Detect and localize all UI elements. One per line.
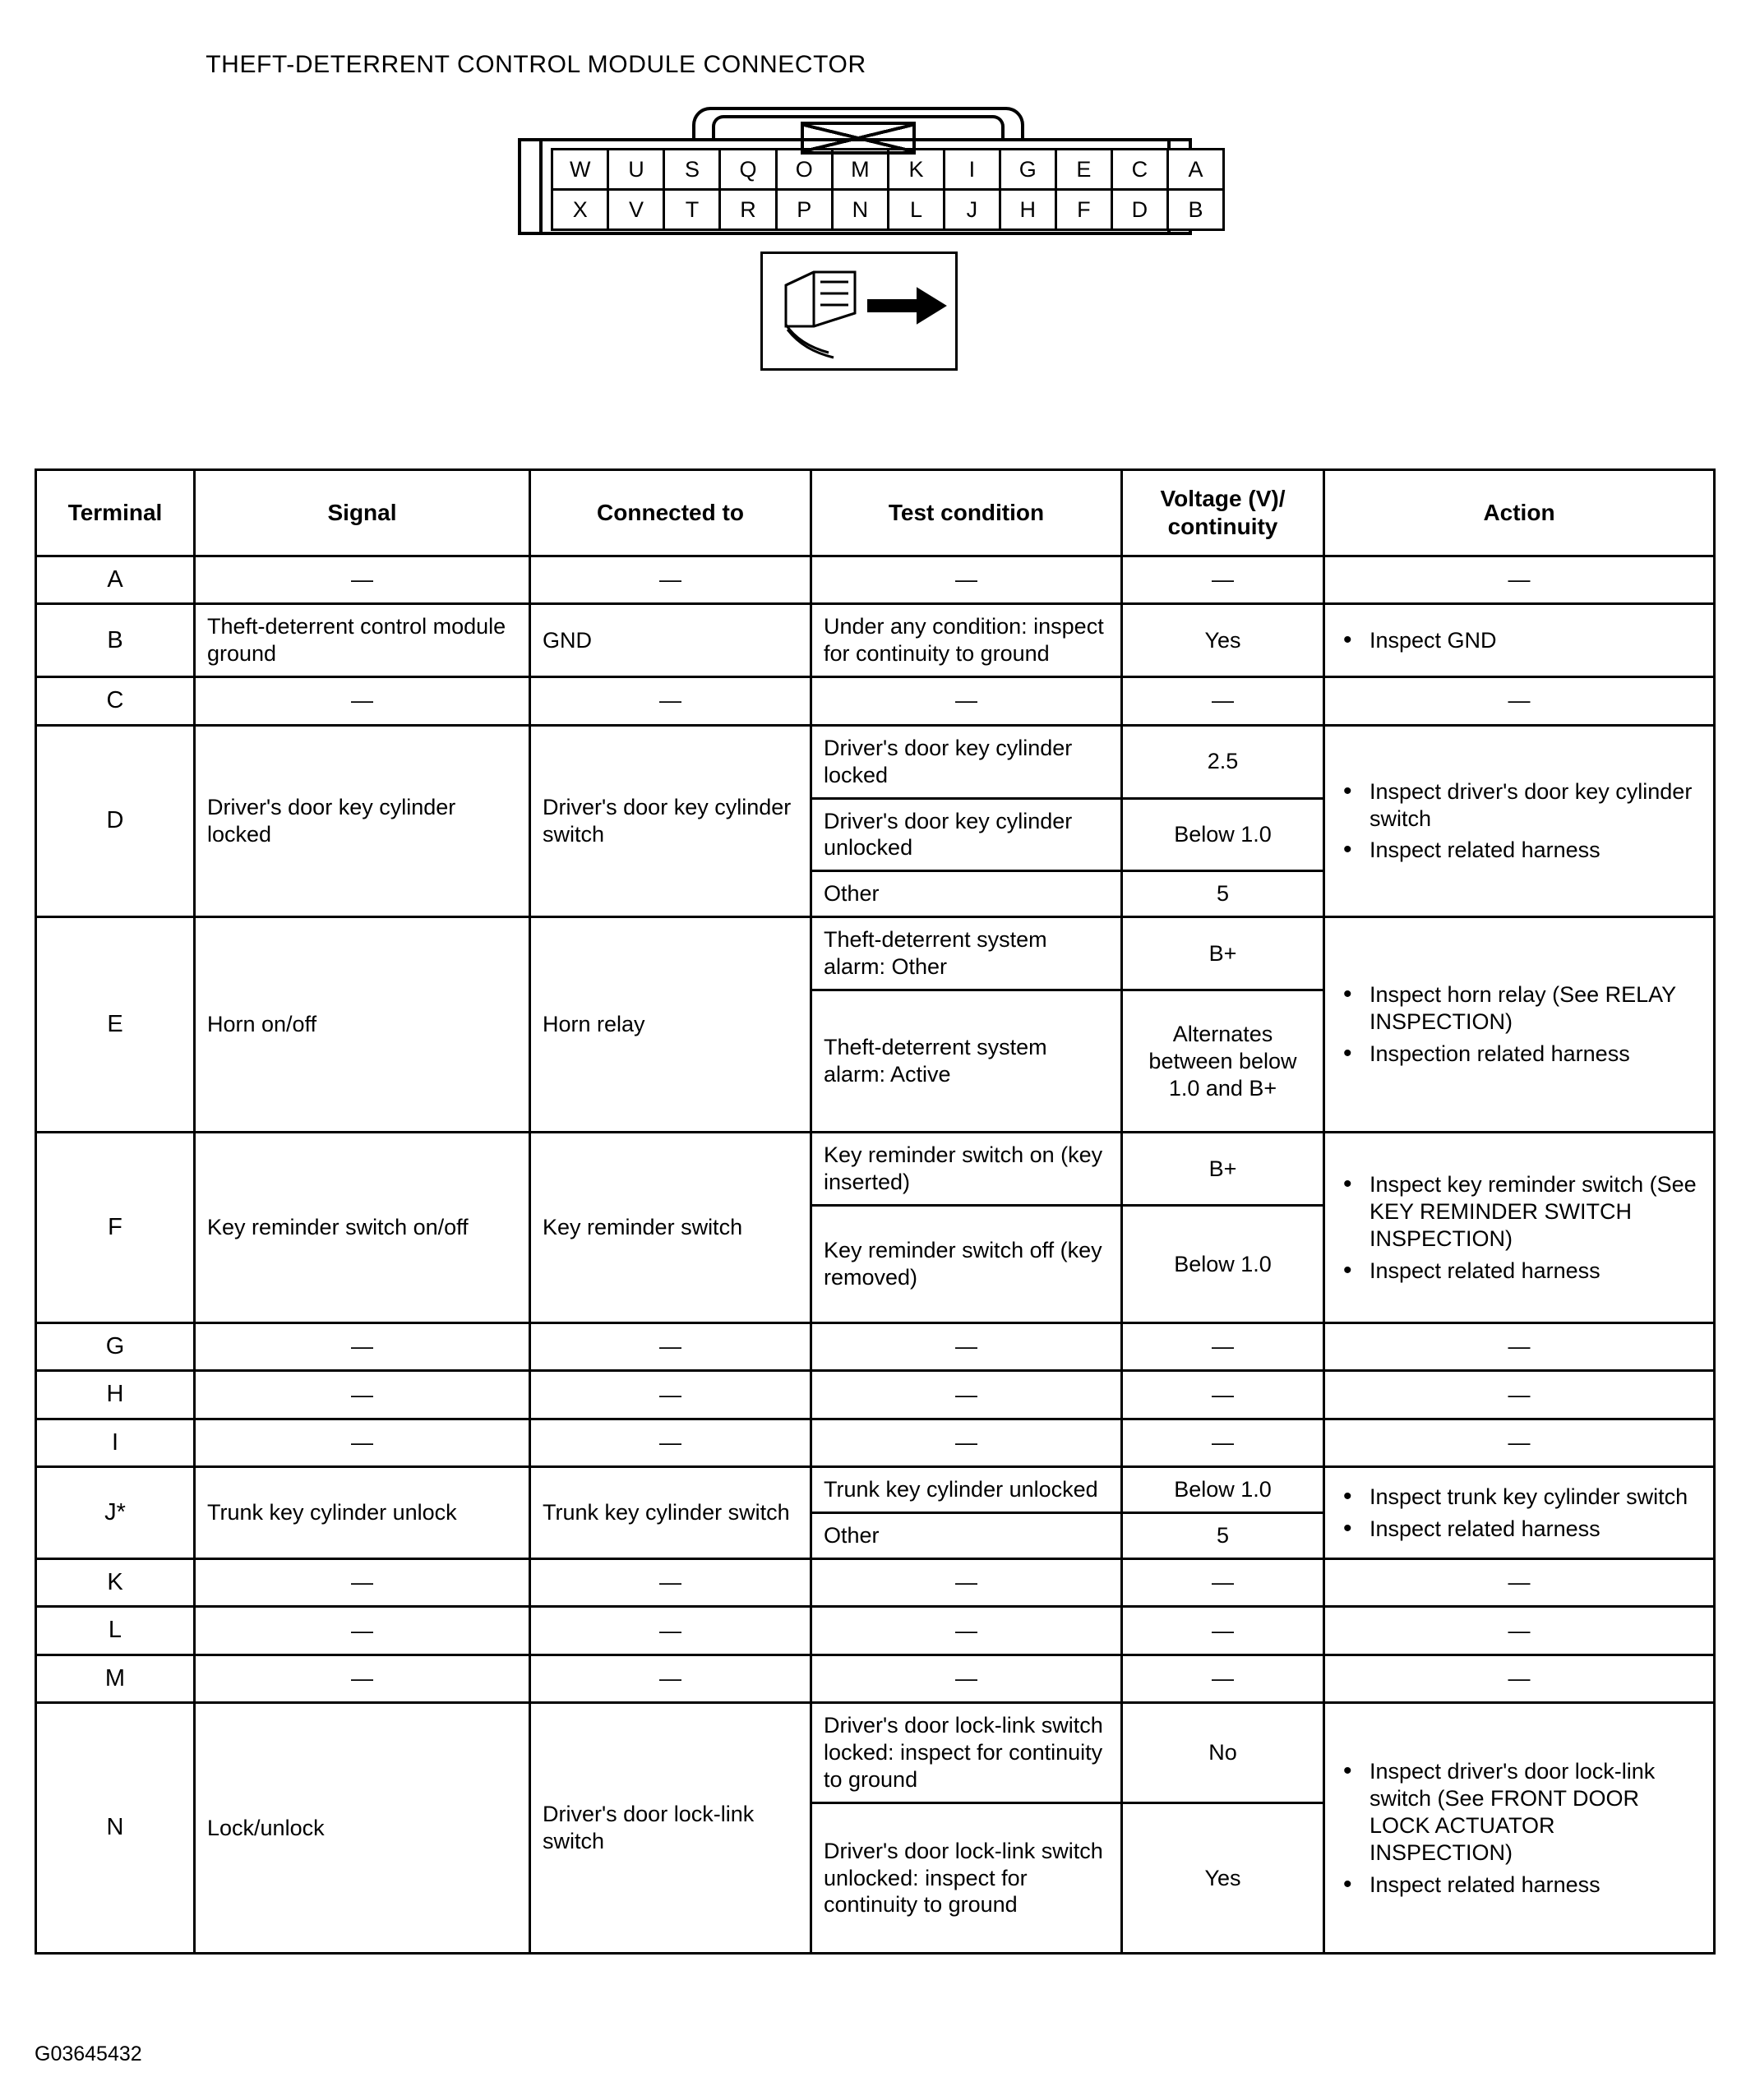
pin-cell: K xyxy=(889,150,945,190)
pin-cell: J xyxy=(945,190,1000,230)
table-row xyxy=(36,1133,1715,1206)
cell-signal: — xyxy=(195,556,530,604)
cell-test-condition: — xyxy=(811,1655,1122,1702)
cell-terminal: A xyxy=(36,556,195,604)
cell-action: — xyxy=(1324,677,1715,725)
cell-action xyxy=(1324,917,1715,1133)
table-row xyxy=(36,1607,1715,1655)
cell-connected-to: Driver's door key cylinder switch xyxy=(530,725,811,917)
table-row xyxy=(36,1371,1715,1419)
pin-cell: V xyxy=(608,190,664,230)
pin-cell: P xyxy=(776,190,832,230)
pin-cell: S xyxy=(664,150,720,190)
table-row xyxy=(36,677,1715,725)
cell-action: — xyxy=(1324,1607,1715,1655)
terminal-spec-table xyxy=(35,468,1716,1955)
cell-action: — xyxy=(1324,1371,1715,1419)
cell-action: — xyxy=(1324,1655,1715,1702)
action-item: • Inspect key reminder switch (See KEY REMINDER SWITCH INSPECTION) xyxy=(1337,1171,1702,1253)
action-item: • Inspect related harness xyxy=(1337,1258,1702,1285)
table-row xyxy=(36,1703,1715,1803)
column-header-voltage xyxy=(1122,470,1324,556)
column-header-signal: Signal xyxy=(195,470,530,556)
cell-action xyxy=(1324,1133,1715,1323)
cell-test-condition: Under any condition: inspect for continuity to ground xyxy=(811,604,1122,677)
cell-test-condition: Key reminder switch on (key inserted) xyxy=(811,1133,1122,1206)
cell-voltage: Below 1.0 xyxy=(1122,1467,1324,1513)
cell-signal: Trunk key cylinder unlock xyxy=(195,1467,530,1559)
cell-voltage: — xyxy=(1122,677,1324,725)
cell-voltage: — xyxy=(1122,1419,1324,1466)
cell-test-condition: — xyxy=(811,556,1122,604)
cell-terminal: G xyxy=(36,1323,195,1371)
pin-cell: U xyxy=(608,150,664,190)
table-row xyxy=(36,1559,1715,1607)
action-list xyxy=(1337,1171,1702,1285)
pin-cell: M xyxy=(832,150,888,190)
cell-test-condition: Driver's door lock-link switch unlocked: inspect for continuity to ground xyxy=(811,1803,1122,1954)
cell-voltage: — xyxy=(1122,1371,1324,1419)
cell-test-condition: Key reminder switch off (key removed) xyxy=(811,1206,1122,1323)
table-row xyxy=(36,917,1715,990)
cell-connected-to: Horn relay xyxy=(530,917,811,1133)
pin-cell: E xyxy=(1055,150,1111,190)
pin-cell: T xyxy=(664,190,720,230)
action-item: • Inspect related harness xyxy=(1337,837,1702,864)
cell-test-condition: — xyxy=(811,1419,1122,1466)
cell-signal: — xyxy=(195,1323,530,1371)
table-row xyxy=(36,556,1715,604)
cell-terminal: J* xyxy=(36,1467,195,1559)
cell-signal: — xyxy=(195,1607,530,1655)
cell-terminal: C xyxy=(36,677,195,725)
pin-cell: H xyxy=(1000,190,1055,230)
cell-terminal: D xyxy=(36,725,195,917)
action-list xyxy=(1337,627,1702,654)
cell-action: — xyxy=(1324,1559,1715,1607)
cell-action xyxy=(1324,725,1715,917)
cell-voltage: Below 1.0 xyxy=(1122,798,1324,871)
cell-voltage: Yes xyxy=(1122,604,1324,677)
cell-action: — xyxy=(1324,1419,1715,1466)
cell-signal: — xyxy=(195,1419,530,1466)
pin-row-top xyxy=(552,150,1224,190)
column-header-action: Action xyxy=(1324,470,1715,556)
cell-connected-to: — xyxy=(530,1371,811,1419)
cell-signal: Horn on/off xyxy=(195,917,530,1133)
cell-terminal: H xyxy=(36,1371,195,1419)
cell-signal: — xyxy=(195,1371,530,1419)
action-list xyxy=(1337,778,1702,865)
cell-test-condition: Driver's door lock-link switch locked: inspect for continuity to ground xyxy=(811,1703,1122,1803)
cell-signal: Lock/unlock xyxy=(195,1703,530,1954)
action-item: • Inspect trunk key cylinder switch xyxy=(1337,1484,1702,1511)
pin-cell: L xyxy=(889,190,945,230)
cell-voltage: Below 1.0 xyxy=(1122,1206,1324,1323)
cell-connected-to: Trunk key cylinder switch xyxy=(530,1467,811,1559)
column-header-test-condition: Test condition xyxy=(811,470,1122,556)
table-header-row xyxy=(36,470,1715,556)
cell-test-condition: Theft-deterrent system alarm: Other xyxy=(811,917,1122,990)
cell-test-condition: — xyxy=(811,1559,1122,1607)
cell-voltage: 2.5 xyxy=(1122,725,1324,798)
action-item: • Inspect related harness xyxy=(1337,1872,1702,1899)
cell-action: — xyxy=(1324,556,1715,604)
cell-signal: — xyxy=(195,677,530,725)
action-item: • Inspect related harness xyxy=(1337,1516,1702,1543)
cell-connected-to: Key reminder switch xyxy=(530,1133,811,1323)
column-header-voltage-line2: continuity xyxy=(1167,514,1278,539)
cell-voltage: Yes xyxy=(1122,1803,1324,1954)
connector-side-left xyxy=(518,138,543,235)
cell-test-condition: — xyxy=(811,1607,1122,1655)
action-item: • Inspect GND xyxy=(1337,627,1702,654)
pin-row-bottom xyxy=(552,190,1224,230)
cell-test-condition: Driver's door key cylinder unlocked xyxy=(811,798,1122,871)
cell-test-condition: Other xyxy=(811,871,1122,917)
column-header-terminal: Terminal xyxy=(36,470,195,556)
cell-voltage: 5 xyxy=(1122,1513,1324,1559)
cell-connected-to: — xyxy=(530,1559,811,1607)
cell-test-condition: — xyxy=(811,677,1122,725)
cell-voltage: — xyxy=(1122,1607,1324,1655)
action-item: • Inspect horn relay (See RELAY INSPECTION) xyxy=(1337,981,1702,1036)
cell-signal: Driver's door key cylinder locked xyxy=(195,725,530,917)
page-title xyxy=(0,51,1746,79)
table-row xyxy=(36,1655,1715,1702)
action-list xyxy=(1337,981,1702,1068)
cell-voltage: 5 xyxy=(1122,871,1324,917)
pin-cell: W xyxy=(552,150,608,190)
pin-cell: D xyxy=(1111,190,1167,230)
cell-voltage: — xyxy=(1122,1655,1324,1702)
cell-terminal: E xyxy=(36,917,195,1133)
column-header-connected-to: Connected to xyxy=(530,470,811,556)
cell-connected-to: — xyxy=(530,556,811,604)
cell-terminal: B xyxy=(36,604,195,677)
cell-test-condition: Theft-deterrent system alarm: Active xyxy=(811,990,1122,1133)
cell-signal: Key reminder switch on/off xyxy=(195,1133,530,1323)
cell-test-condition: — xyxy=(811,1323,1122,1371)
cell-terminal: K xyxy=(36,1559,195,1607)
cell-test-condition: Trunk key cylinder unlocked xyxy=(811,1467,1122,1513)
pin-cell: G xyxy=(1000,150,1055,190)
pin-cell: R xyxy=(720,190,776,230)
page-title-text: THEFT-DETERRENT CONTROL MODULE CONNECTOR xyxy=(206,51,866,78)
cell-voltage: — xyxy=(1122,1559,1324,1607)
cell-terminal: I xyxy=(36,1419,195,1466)
cell-voltage: No xyxy=(1122,1703,1324,1803)
cell-action xyxy=(1324,1703,1715,1954)
cell-connected-to: — xyxy=(530,1655,811,1702)
cell-test-condition: Other xyxy=(811,1513,1122,1559)
connector-plug-icon xyxy=(763,254,955,368)
table-row xyxy=(36,1323,1715,1371)
table-row xyxy=(36,604,1715,677)
pin-cell: Q xyxy=(720,150,776,190)
cell-voltage: — xyxy=(1122,1323,1324,1371)
connector-key-hatch-icon xyxy=(801,122,916,155)
action-list xyxy=(1337,1484,1702,1543)
cell-action xyxy=(1324,1467,1715,1559)
pin-cell: X xyxy=(552,190,608,230)
cell-terminal: F xyxy=(36,1133,195,1323)
pin-cell: C xyxy=(1111,150,1167,190)
cell-action xyxy=(1324,604,1715,677)
cell-connected-to: — xyxy=(530,1419,811,1466)
connector-diagram xyxy=(518,107,1225,378)
figure-code: G03645432 xyxy=(35,2042,142,2065)
cell-connected-to: — xyxy=(530,677,811,725)
cell-connected-to: Driver's door lock-link switch xyxy=(530,1703,811,1954)
pin-cell: A xyxy=(1167,150,1223,190)
connector-view-direction-box xyxy=(760,252,958,371)
action-list xyxy=(1337,1758,1702,1899)
connector-pin-grid xyxy=(551,148,1225,231)
table-row xyxy=(36,1467,1715,1513)
table-row xyxy=(36,725,1715,798)
cell-terminal: L xyxy=(36,1607,195,1655)
cell-voltage: B+ xyxy=(1122,1133,1324,1206)
cell-test-condition: Driver's door key cylinder locked xyxy=(811,725,1122,798)
cell-connected-to: — xyxy=(530,1323,811,1371)
cell-terminal: N xyxy=(36,1703,195,1954)
pin-cell: N xyxy=(832,190,888,230)
action-item: • Inspect driver's door key cylinder switch xyxy=(1337,778,1702,833)
cell-test-condition: — xyxy=(811,1371,1122,1419)
cell-terminal: M xyxy=(36,1655,195,1702)
cell-voltage: Alternates between below 1.0 and B+ xyxy=(1122,990,1324,1133)
cell-voltage: — xyxy=(1122,556,1324,604)
table-row xyxy=(36,1419,1715,1466)
pin-cell: I xyxy=(945,150,1000,190)
cell-action: — xyxy=(1324,1323,1715,1371)
pin-cell: F xyxy=(1055,190,1111,230)
cell-connected-to: — xyxy=(530,1607,811,1655)
cell-signal: Theft-deterrent control module ground xyxy=(195,604,530,677)
pin-cell: O xyxy=(776,150,832,190)
cell-connected-to: GND xyxy=(530,604,811,677)
action-item: • Inspect driver's door lock-link switch (See FRONT DOOR LOCK ACTUATOR INSPECTION) xyxy=(1337,1758,1702,1867)
pin-cell: B xyxy=(1167,190,1223,230)
cell-signal: — xyxy=(195,1559,530,1607)
cell-voltage: B+ xyxy=(1122,917,1324,990)
column-header-voltage-line1: Voltage (V)/ xyxy=(1160,485,1286,511)
action-item: • Inspection related harness xyxy=(1337,1041,1702,1068)
cell-signal: — xyxy=(195,1655,530,1702)
